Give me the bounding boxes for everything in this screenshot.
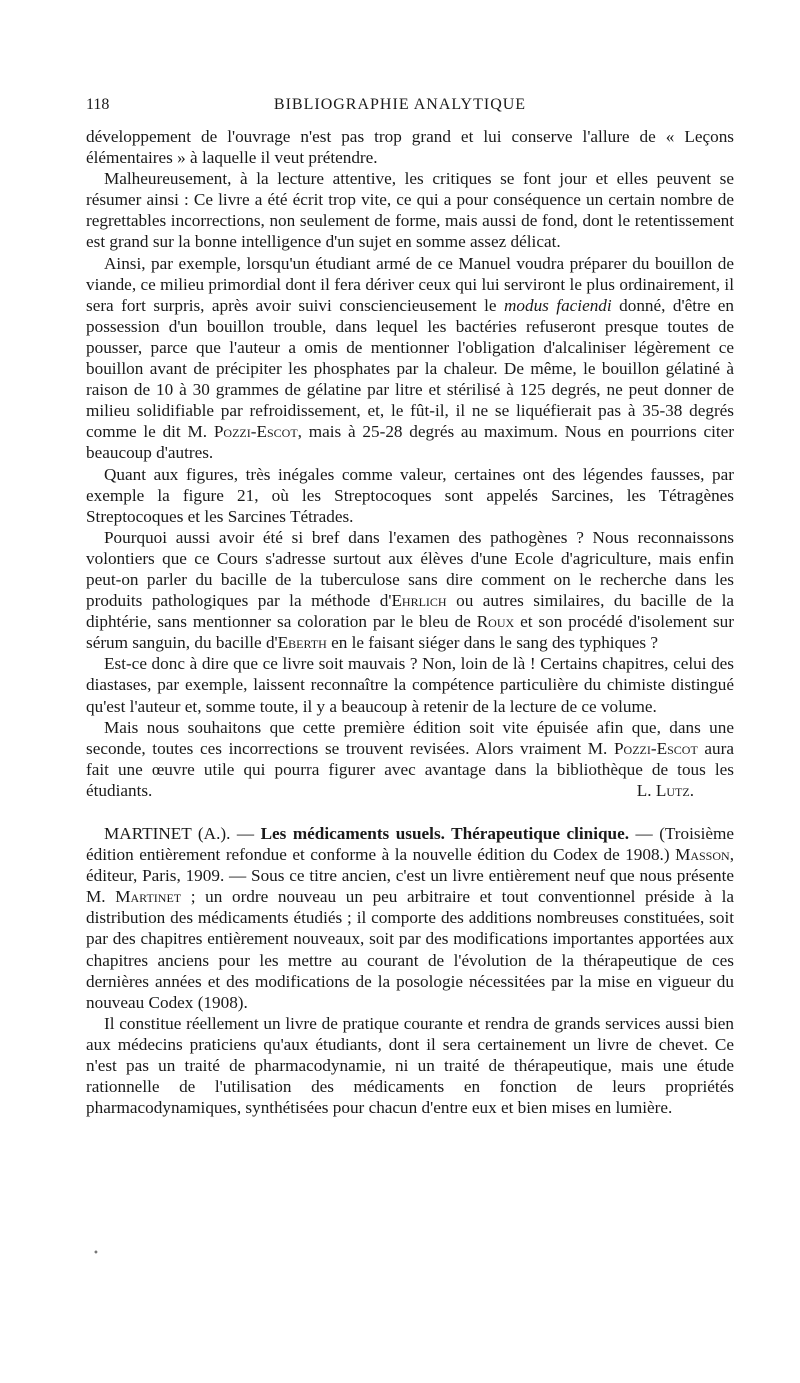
text-run: Mais nous souhaitons que cette première édition soit vite épuisée afin que, dans une seconde, toutes ces incorrections se trouvent revisées. Alors vraiment M. (86, 717, 734, 758)
reviewer-signature: L. Lutz. (636, 780, 694, 800)
text-run: , éditeur, Paris, 1909. — Sous ce titre ancien, c'est un livre entièrement neuf que nous présente M. (86, 845, 734, 907)
italic-term: modus faciendi (503, 295, 612, 315)
page-number: 118 (86, 96, 110, 113)
running-title: BIBLIOGRAPHIE ANALYTIQUE (273, 96, 527, 113)
review2-paragraph-1 (86, 823, 734, 1013)
text-run: Ainsi, par exemple, lorsqu'un étudiant armé de ce Manuel voudra préparer du bouillon de viande, ce milieu primordial dont il fera dériver ceux qui lui serviront le plus ordinairement, il sera fort surpris, après avoir suivi consciencieusement le (86, 253, 734, 315)
name-roux: Roux (476, 612, 515, 632)
review1-paragraph-6: Est-ce donc à dire que ce livre soit mauvais ? Non, loin de là ! Certains chapitres, celui des diastases, par exemple, laissent reconnaître la compétence particulière du chimiste distingué qu'est l'auteur et, somme toute, il y a beaucoup à retenir de la lecture de ce volume. (86, 654, 734, 716)
review1-paragraph-3 (86, 253, 734, 464)
name-ehrlich: Ehrlich (391, 591, 447, 611)
text-run: , mais à 25-28 degrés au maximum. Nous en pourrions citer beaucoup d'autres. (86, 422, 735, 463)
text-run: et son procédé d'isolement sur sérum sanguin, du bacille d' (86, 612, 734, 653)
review-martinet (86, 823, 734, 1118)
review1-paragraph-5 (86, 527, 734, 654)
author-name: Martinet (115, 887, 182, 907)
name-eberth: Eberth (277, 633, 327, 653)
book-author: MARTINET (A.). (104, 824, 231, 843)
review1-paragraph-7 (86, 717, 734, 801)
text-run: ou autres similaires, du bacille de la diphtérie, sans mentionner sa coloration par le bleu de (86, 591, 734, 632)
review1-paragraph-2: Malheureusement, à la lecture attentive, les critiques se font jour et elles peuvent se résumer ainsi : Ce livre a été écrit trop vite, ce qui a pour conséquence un certain nombre de regrettables incorrections, non seulement de forme, mais aussi de fond, dont le retentissement est grand sur la bonne intelligence d'un sujet en somme assez délicat. (86, 169, 734, 252)
page-header (86, 96, 734, 114)
text-run: aura fait une œuvre utile qui pourra figurer avec avantage dans la bibliothèque de tous les étudiants. (86, 738, 735, 800)
book-title: Les médicaments usuels. Thérapeutique clinique. (260, 824, 630, 843)
review-pozzi-escot (86, 126, 734, 801)
publisher-name: Masson (675, 845, 730, 865)
author-name: Pozzi-Escot (614, 738, 698, 758)
text-run: ; un ordre nouveau un peu arbitraire et tout conventionnel préside à la distribution des médicaments étudiés ; il comporte des additions nombreuses constituées, soit par des chapitres entièrement nouveaux, soit par des modifications importantes apportées aux chapitres anciens pour les mettre au courant de l'évolution de la thérapeutique de ces dernières années et des modifications de la posologie nécessitées par la mise en vigueur du nouveau Codex (1908). (86, 887, 734, 1012)
text-run: — (Troisième édition entièrement refondue et conforme à la nouvelle édition du Codex de 1908.) (86, 824, 734, 865)
text-run: Pourquoi aussi avoir été si bref dans l'examen des pathogènes ? Nous reconnaissons volontiers que ce Cours s'adresse surtout aux élèves d'une Ecole d'agriculture, mais enfin peut-on parler du bacille de la tuberculose sans dire comment on le recherche dans les produits pathologiques par la méthode d' (86, 527, 734, 611)
print-speck: • (93, 1248, 99, 1259)
text-run: — (230, 824, 261, 843)
text-run: donné, d'être en possession d'un bouillon trouble, dans lequel les bactéries refuseront presque toutes de pousser, parce que l'auteur a omis de mentionner l'obligation d'alcaliniser légèrement ce bouillon avant de précipiter les phosphates par la chaleur. De même, le bouillon gélatiné à raison de 10 à 30 grammes de gélatine par litre et stérilisé à 125 degrés, ne peut donner de milieu solidifiable par refroidissement, et, le fût-il, il ne se liquéfierait pas à 35-38 degrés comme le dit M. (86, 295, 734, 442)
author-name: Pozzi-Escot (213, 422, 298, 442)
review1-paragraph-1: développement de l'ouvrage n'est pas trop grand et lui conserve l'allure de « Leçons élémentaires » à laquelle il veut prétendre. (86, 127, 734, 168)
review2-paragraph-2: Il constitue réellement un livre de pratique courante et rendra de grands services aussi bien aux médecins praticiens qu'aux étudiants, dont il sera certainement un livre de chevet. Ce n'est pas un traité de pharmacodynamie, ni un traité de thérapeutique, mais une étude rationnelle de l'utilisation des médicaments en fonction de leurs propriétés pharmacodynamiques, synthétisées pour chacun d'entre eux et bien mises en lumière. (86, 1013, 734, 1118)
text-run: en le faisant siéger dans le sang des typhiques ? (326, 633, 659, 653)
review1-paragraph-4: Quant aux figures, très inégales comme valeur, certaines ont des légendes fausses, par exemple la figure 21, où les Streptocoques sont appelés Sarcines, les Tétragènes Streptocoques et les Sarcines Tétrades. (86, 464, 734, 526)
